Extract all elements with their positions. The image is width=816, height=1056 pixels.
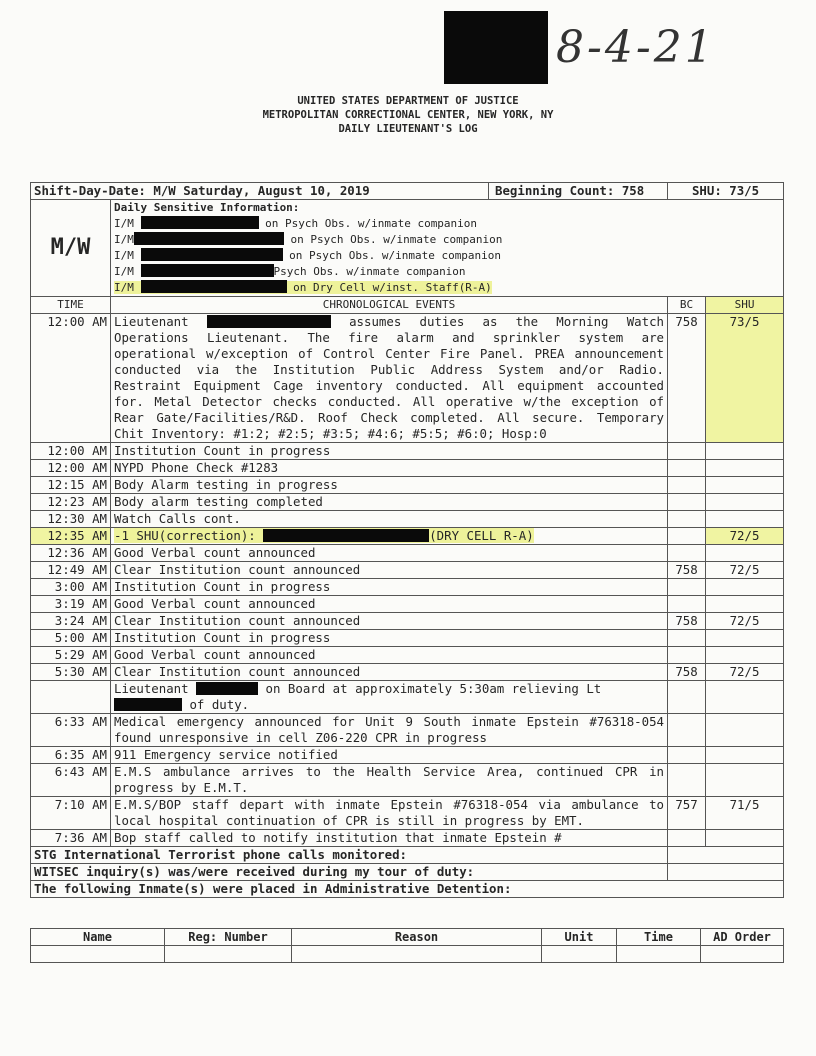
entry-text: Bop staff called to notify institution that inmate Epstein # <box>111 830 668 847</box>
sensitive-title: Daily Sensitive Information: <box>114 201 300 214</box>
entry-text: Institution Count in progress <box>111 579 668 596</box>
entry-text: Lieutenant on Board at approximately 5:30am relieving Lt of duty. <box>111 681 668 714</box>
log-entry <box>31 545 784 562</box>
shift-day-date: Shift-Day-Date: M/W Saturday, August 10, 2019 <box>31 183 489 200</box>
daily-log-table <box>30 182 784 898</box>
log-entry <box>31 579 784 596</box>
entry-bc: 758 <box>668 613 706 630</box>
detention-label: The following Inmate(s) were placed in Administrative Detention: <box>31 881 784 898</box>
log-entry <box>31 443 784 460</box>
handwritten-date: 8-4-21 <box>556 22 716 73</box>
entry-text: NYPD Phone Check #1283 <box>111 460 668 477</box>
entry-bc: 758 <box>668 664 706 681</box>
log-entry <box>31 764 784 797</box>
entry-time: 6:43 AM <box>31 764 111 797</box>
shu-count: SHU: 73/5 <box>668 183 784 200</box>
entry-bc: 758 <box>668 562 706 579</box>
entry-text: Good Verbal count announced <box>111 647 668 664</box>
log-entry <box>31 681 784 714</box>
sensitive-item: I/M on Psych Obs. w/inmate companion <box>114 217 478 230</box>
entry-time: 5:30 AM <box>31 664 111 681</box>
sensitive-item: I/M on Psych Obs. w/inmate companion <box>114 233 503 246</box>
col-time: TIME <box>31 297 111 314</box>
entry-time: 12:30 AM <box>31 511 111 528</box>
entry-time: 6:33 AM <box>31 714 111 747</box>
entry-text: -1 SHU(correction): (DRY CELL R-A) <box>111 528 668 545</box>
header-line-2: METROPOLITAN CORRECTIONAL CENTER, NEW YORK, NY <box>262 109 554 121</box>
sensitive-item: I/M Psych Obs. w/inmate companion <box>114 265 466 278</box>
detention-empty-row <box>31 946 784 963</box>
log-entry <box>31 494 784 511</box>
entry-time: 12:36 AM <box>31 545 111 562</box>
entry-shu: 72/5 <box>706 528 784 545</box>
entry-text: Good Verbal count announced <box>111 545 668 562</box>
entry-time: 12:00 AM <box>31 460 111 477</box>
log-entry <box>31 830 784 847</box>
entry-shu: 71/5 <box>706 797 784 830</box>
col-ad-order: AD Order <box>701 929 784 946</box>
entry-text: Good Verbal count announced <box>111 596 668 613</box>
entry-time: 5:29 AM <box>31 647 111 664</box>
entry-bc: 757 <box>668 797 706 830</box>
log-entry <box>31 797 784 830</box>
entry-shu: 73/5 <box>706 314 784 443</box>
entry-shu: 72/5 <box>706 562 784 579</box>
entry-time: 12:00 AM <box>31 314 111 443</box>
entry-time: 12:23 AM <box>31 494 111 511</box>
footer-row <box>31 881 784 898</box>
witsec-label: WITSEC inquiry(s) was/were received during my tour of duty: <box>31 864 668 881</box>
log-entry <box>31 714 784 747</box>
footer-row <box>31 847 784 864</box>
log-entry <box>31 747 784 764</box>
sensitive-item: I/M on Psych Obs. w/inmate companion <box>114 249 502 262</box>
detention-headers <box>31 929 784 946</box>
sensitive-info <box>111 200 784 297</box>
entry-text: Clear Institution count announced <box>111 613 668 630</box>
entry-time: 12:15 AM <box>31 477 111 494</box>
log-entry <box>31 664 784 681</box>
col-name: Name <box>31 929 165 946</box>
entry-text: Lieutenant assumes duties as the Morning Watch Operations Lieutenant. The fire alarm and sprinkler system are operational w/exception of Control Center Fire Panel. PREA announcement conducted via the Institution Public Address System and/or Radio. Restraint Equipment Cage inventory conducted. All equipment accounted for. Metal Detector checks conducted. All operative w/the exception of Rear Gate/Facilities/R&D. Roof Check completed. All secure. Temporary Chit Inventory: #1:2; #2:5; #3:5; #4:6; #5:5; #6:0; Hosp:0 <box>111 314 668 443</box>
entry-text: Clear Institution count announced <box>111 562 668 579</box>
col-unit: Unit <box>542 929 617 946</box>
entry-time: 5:00 AM <box>31 630 111 647</box>
column-headers <box>31 297 784 314</box>
entry-time: 3:24 AM <box>31 613 111 630</box>
entry-time: 6:35 AM <box>31 747 111 764</box>
entry-text: Institution Count in progress <box>111 443 668 460</box>
entry-text: E.M.S/BOP staff depart with inmate Epstein #76318-054 via ambulance to local hospital continuation of CPR is still in progress by EMT. <box>111 797 668 830</box>
log-entry <box>31 511 784 528</box>
admin-detention-table <box>30 928 784 963</box>
log-entry <box>31 562 784 579</box>
log-entry <box>31 647 784 664</box>
log-entry <box>31 528 784 545</box>
entry-time: 3:19 AM <box>31 596 111 613</box>
entry-text: Institution Count in progress <box>111 630 668 647</box>
log-entry <box>31 630 784 647</box>
log-entry <box>31 613 784 630</box>
entry-text: Watch Calls cont. <box>111 511 668 528</box>
col-reg-number: Reg: Number <box>165 929 292 946</box>
log-entry <box>31 477 784 494</box>
col-reason: Reason <box>292 929 542 946</box>
col-shu: SHU <box>706 297 784 314</box>
entry-time: 7:36 AM <box>31 830 111 847</box>
entry-shu: 72/5 <box>706 664 784 681</box>
entry-text: Body Alarm testing in progress <box>111 477 668 494</box>
entry-text: Body alarm testing completed <box>111 494 668 511</box>
entry-time: 3:00 AM <box>31 579 111 596</box>
entry-text: Clear Institution count announced <box>111 664 668 681</box>
stg-label: STG International Terrorist phone calls monitored: <box>31 847 668 864</box>
entry-text: 911 Emergency service notified <box>111 747 668 764</box>
entry-shu: 72/5 <box>706 613 784 630</box>
col-events: CHRONOLOGICAL EVENTS <box>111 297 668 314</box>
header-line-1: UNITED STATES DEPARTMENT OF JUSTICE <box>297 95 519 107</box>
beginning-count: Beginning Count: 758 <box>489 183 668 200</box>
sensitive-item: I/M on Dry Cell w/inst. Staff(R-A) <box>114 281 492 294</box>
log-entry <box>31 460 784 477</box>
entry-time: 7:10 AM <box>31 797 111 830</box>
entry-time: 12:49 AM <box>31 562 111 579</box>
footer-row <box>31 864 784 881</box>
header-line-3: DAILY LIEUTENANT'S LOG <box>338 123 478 135</box>
sensitive-info-row <box>31 200 784 297</box>
col-bc: BC <box>668 297 706 314</box>
entry-text: E.M.S ambulance arrives to the Health Service Area, continued CPR in progress by E.M.T. <box>111 764 668 797</box>
entry-time: 12:00 AM <box>31 443 111 460</box>
entry-text: Medical emergency announced for Unit 9 South inmate Epstein #76318-054 found unresponsive in cell Z06-220 CPR in progress <box>111 714 668 747</box>
shift-code: M/W <box>31 200 111 297</box>
redaction-block <box>444 11 548 84</box>
col-time: Time <box>617 929 701 946</box>
entry-time: 12:35 AM <box>31 528 111 545</box>
log-entry <box>31 596 784 613</box>
log-entry <box>31 314 784 443</box>
shift-row <box>31 183 784 200</box>
entry-bc: 758 <box>668 314 706 443</box>
